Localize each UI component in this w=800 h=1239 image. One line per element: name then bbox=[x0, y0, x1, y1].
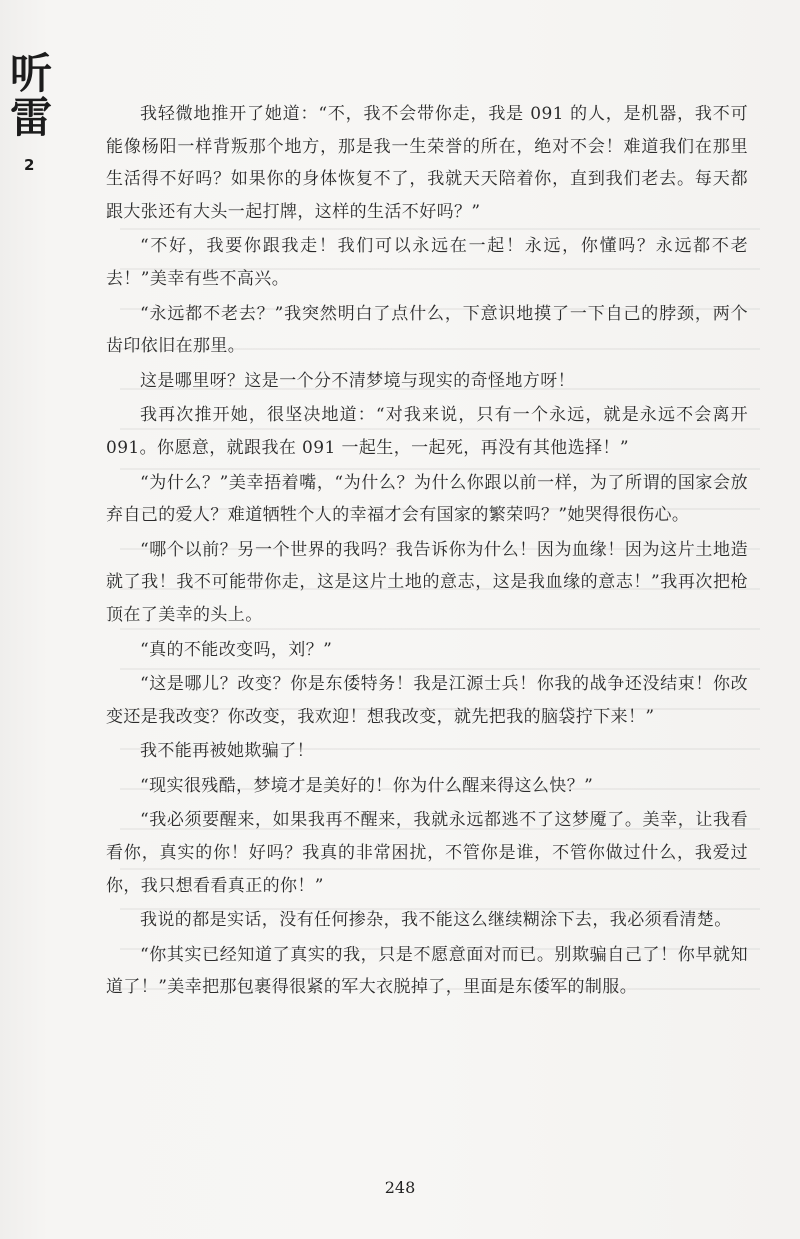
paragraph: “这是哪儿？改变？你是东倭特务！我是江源士兵！你我的战争还没结束！你改变还是我改变？你改变，我欢迎！想我改变，就先把我的脑袋拧下来！” bbox=[106, 674, 748, 727]
side-title-char-2: 雷 bbox=[10, 93, 53, 142]
chapter-side-title bbox=[10, 49, 70, 142]
page-number: 248 bbox=[384, 1178, 416, 1197]
paragraph: “哪个以前？另一个世界的我吗？我告诉你为什么！因为血缘！因为这片土地造就了我！我不可能带你走，这是这片土地的意志，这是我血缘的意志！”我再次把枪顶在了美幸的头上。 bbox=[106, 539, 748, 625]
paragraph: “真的不能改变吗，刘？” bbox=[140, 639, 333, 660]
paragraph: 我轻微地推开了她道：“不，我不会带你走，我是 091 的人，是机器，我不可能像杨阳一样背叛那个地方，那是我一生荣誉的所在，绝对不会！难道我们在那里生活得不好吗？如果你的身体恢复不了，我就天天陪着你，直到我们老去。每天都跟大张还有大头一起打牌，这样的生活不好吗？” bbox=[106, 104, 748, 222]
paragraph: “现实很残酷，梦境才是美好的！你为什么醒来得这么快？” bbox=[140, 775, 594, 796]
paragraph: 我再次推开她，很坚决地道：“对我来说，只有一个永远，就是永远不会离开 091。你愿意，就跟我在 091 一起生，一起死，再没有其他选择！” bbox=[106, 405, 748, 458]
paragraph: “你其实已经知道了真实的我，只是不愿意面对而已。别欺骗自己了！你早就知道了！”美幸把那包裹得很紧的军大衣脱掉了，里面是东倭军的制服。 bbox=[106, 944, 748, 998]
paragraph: 我说的都是实话，没有任何掺杂，我不能这么继续糊涂下去，我必须看清楚。 bbox=[140, 910, 732, 931]
paragraph: “我必须要醒来，如果我再不醒来，我就永远都逃不了这梦魇了。美幸，让我看看你，真实的你！好吗？我真的非常困扰，不管你是谁，不管你做过什么，我爱过你，我只想看看真正的你！” bbox=[106, 810, 748, 896]
paragraph: “永远都不老去？”我突然明白了点什么，下意识地摸了一下自己的脖颈，两个齿印依旧在那里。 bbox=[106, 303, 748, 357]
paragraph: 我不能再被她欺骗了！ bbox=[140, 741, 314, 762]
chapter-number: 2 bbox=[24, 156, 35, 174]
side-title-char-1: 听 bbox=[10, 49, 53, 98]
body-text bbox=[106, 98, 748, 1006]
paragraph: 这是哪里呀？这是一个分不清梦境与现实的奇怪地方呀！ bbox=[140, 370, 575, 391]
paragraph: “不好，我要你跟我走！我们可以永远在一起！永远，你懂吗？永远都不老去！”美幸有些不高兴。 bbox=[106, 236, 748, 289]
paragraph: “为什么？”美幸捂着嘴，“为什么？为什么你跟以前一样，为了所谓的国家会放弃自己的爱人？难道牺牲个人的幸福才会有国家的繁荣吗？”她哭得很伤心。 bbox=[106, 472, 748, 526]
